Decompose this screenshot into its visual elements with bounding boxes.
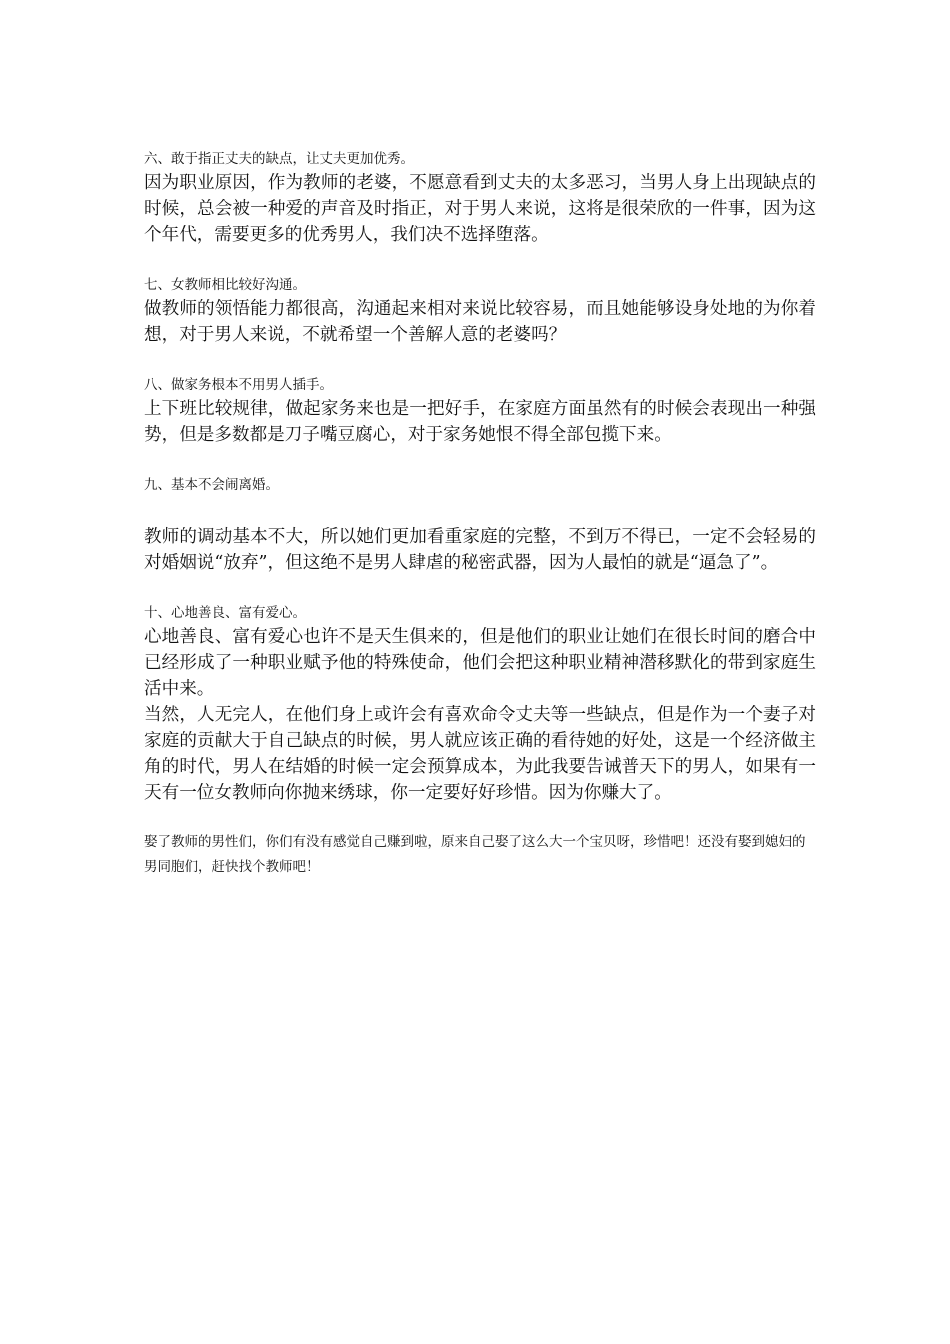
section-body-8: 上下班比较规律，做起家务来也是一把好手，在家庭方面虽然有的时候会表现出一种强势，但是多数都是刀子嘴豆腐心，对于家务她恨不得全部包揽下来。 — [144, 399, 816, 445]
section-heading-9: 九、基本不会闹离婚。 — [144, 477, 279, 493]
section-heading-7: 七、女教师相比较好沟通。 — [144, 277, 306, 293]
spacer — [144, 496, 816, 524]
section-heading-8: 八、做家务根本不用男人插手。 — [144, 377, 333, 393]
spacer — [144, 348, 816, 374]
spacer — [144, 576, 816, 602]
section-body-6: 因为职业原因，作为教师的老婆，不愿意看到丈夫的太多恶习，当男人身上出现缺点的时候，总会被一种爱的声音及时指正，对于男人来说，这将是很荣欣的一件事，因为这个年代，需要更多的优秀男人，我们决不选择堕落。 — [144, 173, 816, 245]
section-body-10: 心地善良、富有爱心也许不是天生俱来的，但是他们的职业让她们在很长时间的磨合中已经形成了一种职业赋予他的特殊使命，他们会把这种职业精神潜移默化的带到家庭生活中来。 — [144, 627, 816, 699]
spacer — [144, 448, 816, 474]
section-body-7: 做教师的领悟能力都很高，沟通起来相对来说比较容易，而且她能够设身处地的为你着想，对于男人来说，不就希望一个善解人意的老婆吗？ — [144, 299, 816, 345]
document-body — [144, 148, 816, 880]
section-body-9: 教师的调动基本不大，所以她们更加看重家庭的完整，不到万不得已，一定不会轻易的对婚姻说“放弃”，但这绝不是男人肆虐的秘密武器，因为人最怕的就是“逼急了”。 — [144, 527, 816, 573]
closing-paragraph: 娶了教师的男性们，你们有没有感觉自己赚到啦，原来自己娶了这么大一个宝贝呀，珍惜吧！还没有娶到媳妇的男同胞们，赶快找个教师吧！ — [144, 834, 806, 875]
spacer — [144, 806, 816, 830]
section-heading-10: 十、心地善良、富有爱心。 — [144, 605, 306, 621]
spacer — [144, 248, 816, 274]
section-heading-6: 六、敢于指正丈夫的缺点，让丈夫更加优秀。 — [144, 151, 414, 167]
section-body-10-continued: 当然，人无完人，在他们身上或许会有喜欢命令丈夫等一些缺点，但是作为一个妻子对家庭的贡献大于自己缺点的时候，男人就应该正确的看待她的好处，这是一个经济做主角的时代，男人在结婚的时候一定会预算成本，为此我要告诫普天下的男人，如果有一天有一位女教师向你抛来绣球，你一定要好好珍惜。因为你赚大了。 — [144, 705, 816, 803]
